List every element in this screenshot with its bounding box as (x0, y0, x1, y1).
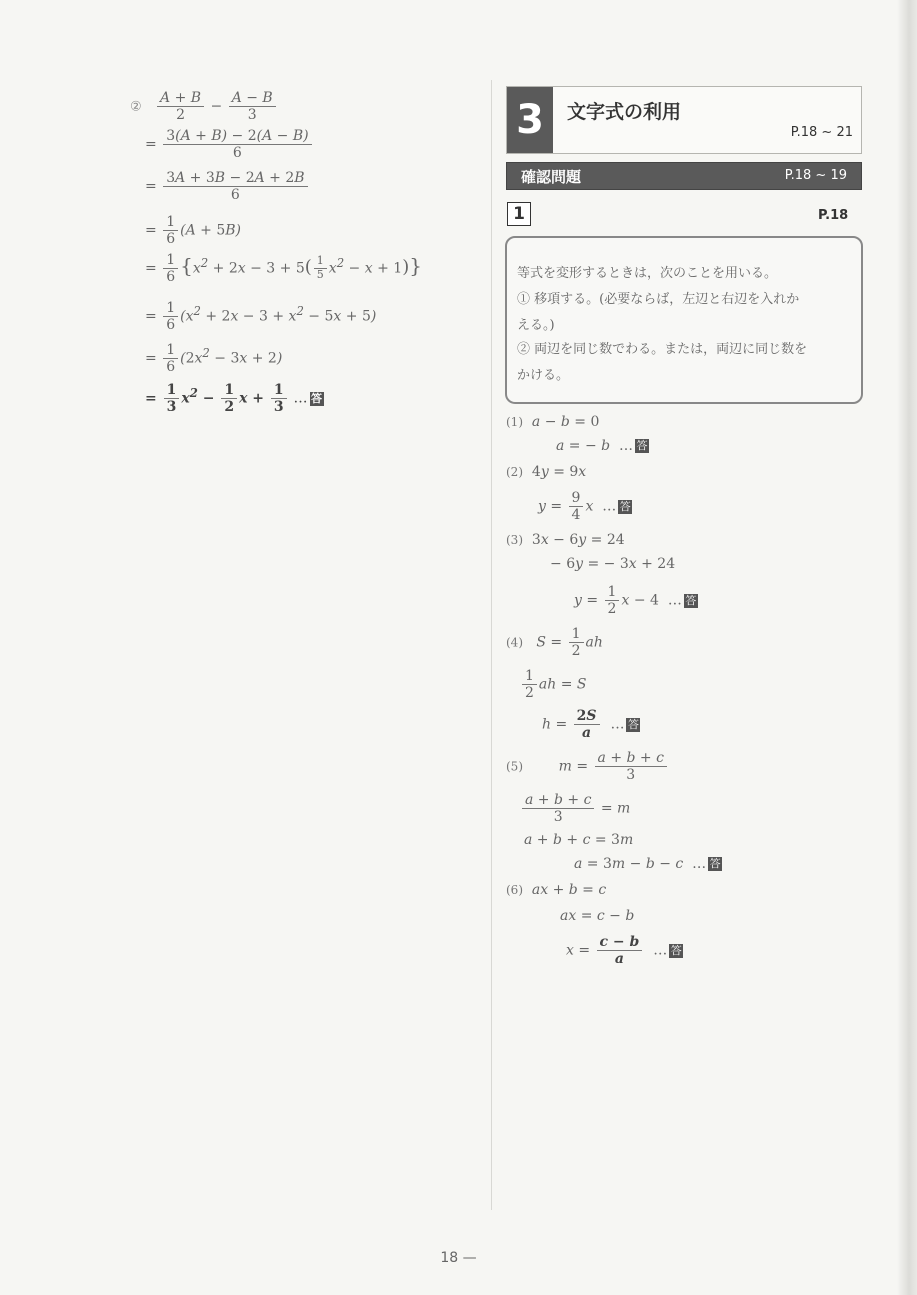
answer-badge: 答 (627, 717, 639, 731)
hint-line: かける。 (517, 368, 570, 383)
answer-badge: 答 (311, 391, 323, 405)
subheader-title: 確認問題 (521, 168, 582, 186)
subheader-bar (506, 162, 862, 190)
p6-line-1: (6) ax + b = c (506, 882, 607, 898)
p4-line-3: h = $\frac{2S}{a}$ … 答 (542, 708, 639, 742)
p4-line-2: $\frac{1}{2}$ ah = S (520, 668, 587, 701)
problem-label: (1) (506, 415, 523, 429)
section-pages: P.18 ~ 21 (790, 125, 853, 140)
answer-badge: 答 (709, 857, 721, 870)
section-title: 文字式の利用 (567, 101, 682, 123)
problem-label: (3) (506, 533, 523, 547)
left-eq-6: = $\frac{1}{6}$ $(x^2 + 2x - 3 + x^2 - 5x + 5)$ (145, 300, 377, 334)
problem-label: (6) (506, 883, 523, 897)
page-edge (897, 0, 917, 1295)
p3-line-3: y = $\frac{1}{2}$ x − 4 … 答 (574, 584, 697, 618)
p1-line-1: (1) a − b = 0 (506, 414, 600, 430)
item-label: ② (130, 99, 142, 115)
left-eq-8: = $\frac{1}{3}$ $x^2$ − $\frac{1}{2}$ x + $\frac{1}{3}$ … 答 (145, 382, 323, 416)
left-eq-2: = $\frac{3(A + B) - 2(A - B)}{6}$ (145, 128, 314, 161)
answer-badge: 答 (685, 593, 697, 607)
p1-line-2: a = − b … 答 (556, 438, 648, 454)
p4-line-1: (4) S = $\frac{1}{2}$ ah (506, 626, 603, 660)
p3-line-2: − 6y = − 3x + 24 (550, 556, 676, 572)
p2-line-2: y = $\frac{9}{4}$ x … 答 (538, 490, 631, 524)
answer-badge: 答 (619, 499, 631, 513)
hint-line: 等式を変形するときは，次のことを用いる。 (517, 266, 778, 281)
section-number: 3 (507, 87, 553, 153)
hint-line: ① 移項する。(必要ならば，左辺と右辺を入れか (517, 292, 800, 307)
p5-line-3: a + b + c = 3m (524, 832, 634, 848)
p6-line-3: x = $\frac{c - b}{a}$ … 答 (566, 934, 682, 968)
section-header (506, 86, 862, 154)
problem-page: P.18 (818, 208, 849, 223)
p5-line-1: (5) m = $\frac{a + b + c}{3}$ (506, 750, 669, 783)
left-eq-7: = $\frac{1}{6}$ $(2x^2 - 3x + 2)$ (145, 342, 283, 376)
left-eq-5: = $\frac{1}{6}$ {$x^2 + 2x - 3 + 5$( $\frac{1}{5}$ $x^2 - x + 1$)} (145, 252, 422, 286)
left-eq-1: ② $\frac{A + B}{2}$ − $\frac{A - B}{3}$ (130, 90, 278, 123)
subheader-pages: P.18 ~ 19 (784, 168, 847, 183)
problem-number: 1 (507, 202, 531, 226)
p2-line-1: (2) 4y = 9x (506, 464, 587, 480)
problem-label: (5) (506, 759, 523, 774)
p5-line-4: a = 3m − b − c … 答 (574, 856, 721, 872)
answer-badge: 答 (670, 943, 682, 957)
hint-box (505, 236, 863, 404)
page-number: 18 — (440, 1250, 477, 1266)
p5-line-2: $\frac{a + b + c}{3}$ = m (520, 792, 630, 825)
answer-badge: 答 (636, 439, 648, 452)
hint-line: える。) (517, 318, 555, 333)
column-divider (491, 80, 492, 1210)
problem-label: (4) (506, 635, 523, 650)
p3-line-1: (3) 3x − 6y = 24 (506, 532, 625, 548)
p6-line-2: ax = c − b (560, 908, 635, 924)
left-eq-4: = $\frac{1}{6}$ (A + 5B) (145, 214, 241, 248)
problem-label: (2) (506, 465, 523, 479)
hint-line: ② 両辺を同じ数でわる。または，両辺に同じ数を (517, 342, 808, 357)
left-eq-3: = $\frac{3A + 3B - 2A + 2B}{6}$ (145, 170, 310, 203)
